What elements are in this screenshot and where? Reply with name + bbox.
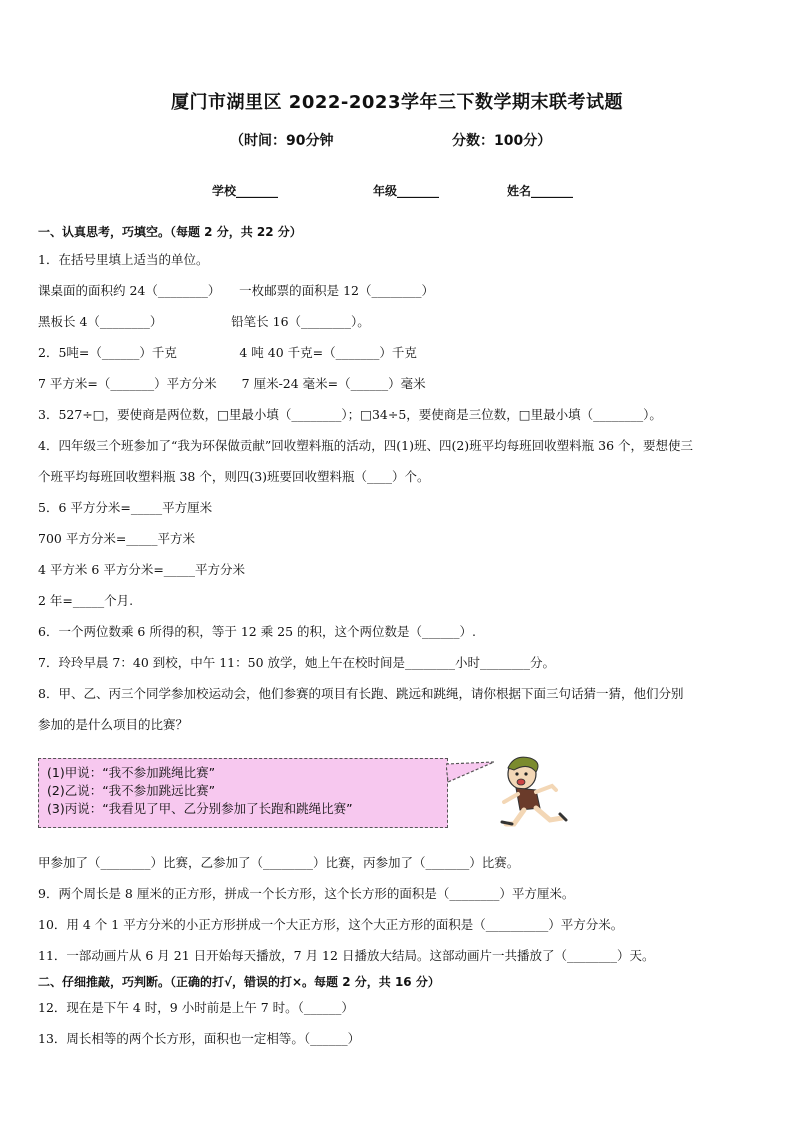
- question-line: 甲参加了（________）比赛，乙参加了（________）比赛，丙参加了（_______）比赛。: [38, 855, 520, 870]
- page-title: 厦门市湖里区 2022-2023学年三下数学期末联考试题: [171, 92, 623, 113]
- section-2-heading: 二、仔细推敲，巧判断。（正确的打√，错误的打×。每题 2 分，共 16 分）: [38, 975, 440, 989]
- question-line: 8．甲、乙、丙三个同学参加校运动会，他们参赛的项目有长跑、跳远和跳绳，请你根据下面三句话猜一猜，他们分别: [38, 686, 684, 701]
- question-line: 5．6 平方分米=_____平方厘米: [38, 500, 213, 515]
- question-line: 2 年=_____个月.: [38, 593, 134, 608]
- bubble-line-1: (1)甲说：“我不参加跳绳比赛”: [47, 765, 216, 780]
- exam-meta: [230, 130, 650, 150]
- bubble-line-2: (2)乙说：“我不参加跳远比赛”: [47, 783, 216, 798]
- question-line: 9．两个周长是 8 厘米的正方形，拼成一个长方形，这个长方形的面积是（________）平方厘米。: [38, 886, 575, 901]
- question-line: 2．5吨=（______）千克 4 吨 40 千克=（_______）千克: [38, 345, 417, 360]
- question-line: 4．四年级三个班参加了“我为环保做贡献”回收塑料瓶的活动，四(1)班、四(2)班平均每班回收塑料瓶 36 个，要想使三: [38, 438, 694, 453]
- section-1-heading: 一、认真思考，巧填空。（每题 2 分，共 22 分）: [38, 225, 302, 239]
- name-field[interactable]: 姓名_______: [507, 184, 574, 198]
- question-line: 4 平方米 6 平方分米=_____平方分米: [38, 562, 246, 577]
- question-line: 11．一部动画片从 6 月 21 日开始每天播放，7 月 12 日播放大结局。这部动画片一共播放了（________）天。: [38, 948, 655, 963]
- grade-field[interactable]: 年级_______: [373, 184, 440, 198]
- question-line: 课桌面的面积约 24（________） 一枚邮票的面积是 12（________）: [38, 283, 435, 298]
- question-line: 黑板长 4（________） 铅笔长 16（________）。: [38, 314, 370, 329]
- question-line: 6．一个两位数乘 6 所得的积，等于 12 乘 25 的积，这个两位数是（______）.: [38, 624, 477, 639]
- school-field[interactable]: 学校_______: [212, 184, 279, 198]
- exam-score: 分数：100分）: [452, 133, 552, 149]
- speech-bubble: [38, 758, 448, 828]
- question-line: 12．现在是下午 4 时，9 小时前是上午 7 时。（______）: [38, 1000, 354, 1015]
- question-line: 700 平方分米=_____平方米: [38, 531, 196, 546]
- question-line: 3．527÷□，要使商是两位数，□里最小填（________）；□34÷5，要使商是三位数，□里最小填（________）。: [38, 407, 662, 422]
- exam-time: （时间：90分钟: [230, 133, 334, 149]
- question-line: 7 平方米=（_______）平方分米 7 厘米-24 毫米=（______）毫米: [38, 376, 426, 391]
- question-line: 13．周长相等的两个长方形，面积也一定相等。（______）: [38, 1031, 361, 1046]
- question-line: 参加的是什么项目的比赛？: [38, 717, 189, 732]
- bubble-tail-icon: [446, 760, 496, 790]
- question-line: 1．在括号里填上适当的单位。: [38, 252, 209, 267]
- running-boy-icon: [492, 752, 572, 832]
- question-line: 7．玲玲早晨 7：40 到校，中午 11：50 放学，她上午在校时间是________小时________分。: [38, 655, 556, 670]
- question-line: 个班平均每班回收塑料瓶 38 个，则四(3)班要回收塑料瓶（____）个。: [38, 469, 430, 484]
- question-line: 10．用 4 个 1 平方分米的小正方形拼成一个大正方形，这个大正方形的面积是（__________）平方分米。: [38, 917, 624, 932]
- bubble-line-3: (3)丙说：“我看见了甲、乙分别参加了长跑和跳绳比赛”: [47, 801, 353, 816]
